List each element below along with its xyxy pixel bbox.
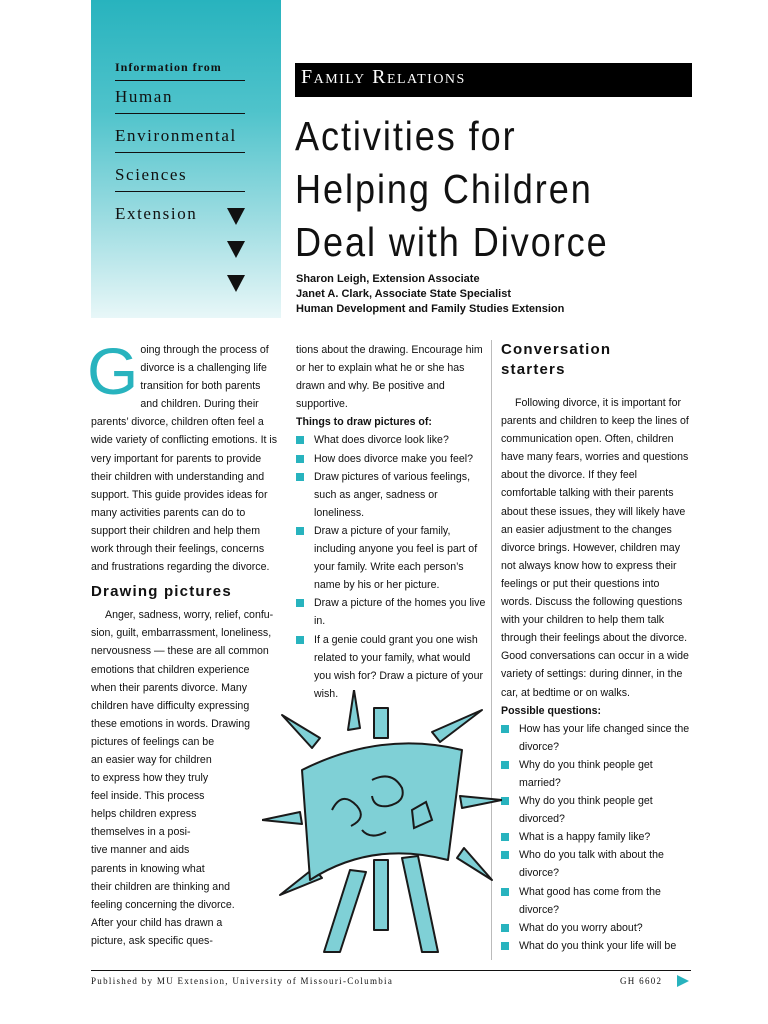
square-bullet-icon <box>296 455 304 463</box>
page-title <box>295 110 665 269</box>
text-line: feel inside. This process <box>91 790 205 803</box>
burst-ray <box>460 796 502 808</box>
list-item <box>296 450 486 468</box>
intro-paragraph <box>87 334 281 576</box>
list-item <box>501 937 691 955</box>
text-line: helps children express <box>91 808 197 821</box>
list-item <box>501 720 691 756</box>
triangle-down-icon <box>227 275 245 292</box>
list-item-text: If a genie could grant you one wish related to your family, what would you wish for? Draw a picture of your wish. <box>314 633 483 700</box>
text-line: After your child has drawn a <box>91 916 223 929</box>
text-line: sion, guilt, embarrassment, loneliness, <box>91 627 272 640</box>
burst-ray <box>262 812 302 824</box>
title-line: Helping Children <box>295 166 593 212</box>
easel-leg <box>324 870 366 952</box>
list-item-text: Draw a picture of your family, including anyone you feel is part of your family. Write each person’s name by his or her picture. <box>314 524 478 592</box>
drawing-pictures-text <box>91 606 281 950</box>
list-item-text: How does divorce make you feel? <box>314 452 473 465</box>
square-bullet-icon <box>501 924 509 932</box>
list-item-text: Draw pictures of various feelings, such as anger, sadness or loneliness. <box>314 470 471 519</box>
text-line: tive manner and aids <box>91 844 190 857</box>
list-item-text: What is a happy family like? <box>519 831 651 844</box>
questions-list <box>501 720 691 955</box>
easel-leg <box>402 856 438 952</box>
text-line: pictures of feelings can be <box>91 735 215 748</box>
list-item-text: Why do you think people get divorced? <box>519 795 653 826</box>
series-banner <box>295 63 692 97</box>
list-item <box>296 522 486 594</box>
conversation-starters-heading <box>501 340 691 380</box>
list-item <box>501 792 691 828</box>
footer-rule <box>91 970 691 971</box>
text-line: Anger, sadness, worry, relief, confu- <box>105 609 274 622</box>
burst-ray <box>348 690 360 730</box>
list-item <box>296 594 486 630</box>
square-bullet-icon <box>501 761 509 769</box>
easel-drawing-illustration <box>262 690 502 955</box>
easel-leg <box>374 860 388 930</box>
square-bullet-icon <box>501 942 509 950</box>
footer-pub-number: GH 6602 <box>620 976 663 986</box>
title-line: Deal with Divorce <box>295 219 609 265</box>
list-item-text: What do you think your life will be <box>519 939 677 952</box>
author-line: Human Development and Family Studies Extension <box>296 303 565 315</box>
continuation-paragraph: tions about the drawing. Encourage him or her to explain what he or she has drawn and why. Be positive and supportive. <box>296 344 483 411</box>
list-item <box>296 431 486 449</box>
triangle-down-icon <box>227 208 245 225</box>
drop-cap: G <box>87 334 139 408</box>
text-line: their children are thinking and <box>91 880 230 893</box>
burst-ray <box>432 710 482 742</box>
text-line: themselves in a posi- <box>91 826 191 839</box>
text-line: parents in knowing what <box>91 862 205 875</box>
square-bullet-icon <box>296 473 304 481</box>
heading-line: starters <box>501 361 566 378</box>
series-title: Family Relations <box>301 66 466 88</box>
possible-questions-subhead: Possible questions: <box>501 704 602 717</box>
draw-things-list <box>296 431 486 702</box>
list-item-text: How has your life changed since the divorce? <box>519 722 690 753</box>
teal-header-panel <box>91 0 281 318</box>
list-item <box>501 828 691 846</box>
list-item-text: Why do you think people get married? <box>519 758 653 789</box>
list-item <box>501 919 691 937</box>
text-line: feeling concerning the divorce. <box>91 898 235 911</box>
column-1 <box>87 334 281 950</box>
column-3 <box>501 340 691 955</box>
square-bullet-icon <box>296 636 304 644</box>
author-line: Sharon Leigh, Extension Associate <box>296 273 480 285</box>
square-bullet-icon <box>501 725 509 733</box>
unit-extension: Extension <box>115 204 198 223</box>
square-bullet-icon <box>501 851 509 859</box>
title-line: Activities for <box>295 113 517 159</box>
footer-publisher: Published by MU Extension, University of Missouri-Columbia <box>91 976 394 986</box>
draw-things-subhead: Things to draw pictures of: <box>296 416 432 429</box>
text-line: to express how they truly <box>91 772 209 785</box>
burst-ray <box>282 715 320 748</box>
text-line: an easier way for children <box>91 753 212 766</box>
square-bullet-icon <box>296 527 304 535</box>
list-item <box>501 846 691 882</box>
triangle-down-icon <box>227 241 245 258</box>
info-from-label: Information from <box>115 60 245 81</box>
list-item-text: What do you worry about? <box>519 921 643 934</box>
text-line: emotions that children experience <box>91 663 250 676</box>
list-item-text: Who do you talk with about the divorce? <box>519 849 664 880</box>
text-line: these emotions in words. Drawing <box>91 717 250 730</box>
square-bullet-icon <box>501 797 509 805</box>
burst-ray <box>457 848 492 880</box>
list-item <box>501 883 691 919</box>
conversation-paragraph: Following divorce, it is important for parents and children to keep the lines of communication open. Often, children have many fears, worries and questions about the divorce. If they feel comfortable talking with their parents about these issues, they will likely have an easier adjustment to the changes divorce brings. However, children may not always know how to express their feelings or put their questions into words. Discuss the following questions with your children to help them talk through their feelings about the divorce. Good conversations can occur in a wide variety of settings: during dinner, in the car, at bedtime or on walks. <box>501 397 689 699</box>
text-line: children have difficulty expressing <box>91 699 250 712</box>
drawing-pictures-heading: Drawing pictures <box>91 583 232 601</box>
list-item <box>501 756 691 792</box>
column-2 <box>296 341 486 703</box>
square-bullet-icon <box>296 436 304 444</box>
list-item <box>296 468 486 522</box>
intro-text: oing through the process of divorce is a challenging life transition for both parents and children. During their parents’ divorce, children often feel a wide variety of conflicting emotions. It is very important for parents to provide their children with understanding and support. This guide provides ideas for many activities parents can do to support their children and help them work through their feelings, concerns and frustrations regarding the divorce. <box>91 344 278 574</box>
square-bullet-icon <box>501 888 509 896</box>
heading-line: Conversation <box>501 341 612 358</box>
square-bullet-icon <box>296 599 304 607</box>
unit-environmental: Environmental <box>115 126 245 153</box>
unit-sciences: Sciences <box>115 165 245 192</box>
list-item-text: Draw a picture of the homes you live in. <box>314 597 486 628</box>
list-item-text: What does divorce look like? <box>314 434 449 447</box>
unit-human: Human <box>115 87 245 114</box>
easel-top <box>374 708 388 738</box>
list-item-text: What good has come from the divorce? <box>519 885 661 916</box>
author-line: Janet A. Clark, Associate State Specialist <box>296 288 511 300</box>
text-line: picture, ask specific ques- <box>91 934 213 947</box>
text-line: when their parents divorce. Many <box>91 681 248 694</box>
square-bullet-icon <box>501 833 509 841</box>
next-page-arrow-icon[interactable] <box>677 975 689 987</box>
text-line: nervousness — these are all common <box>91 645 269 658</box>
